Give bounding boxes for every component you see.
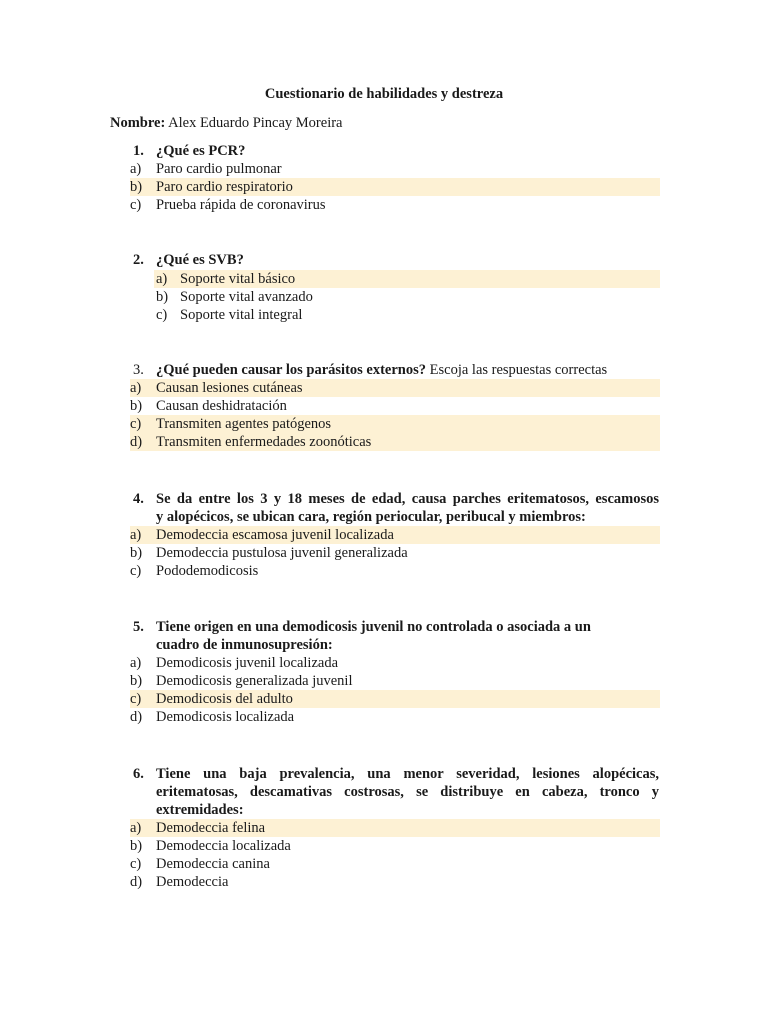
option-text: Soporte vital integral (180, 307, 303, 323)
option-c-highlighted (130, 690, 660, 708)
question-number: 3. (133, 362, 144, 378)
option-a-highlighted (130, 819, 660, 837)
option-letter: c) (130, 691, 142, 707)
option-c-highlighted (130, 415, 660, 433)
option-a (130, 654, 660, 672)
option-text: Causan deshidratación (156, 398, 287, 414)
option-text: Transmiten enfermedades zoonóticas (156, 434, 372, 450)
option-c (154, 306, 660, 324)
option-a-highlighted (130, 379, 660, 397)
question-text: ¿Qué es SVB? (156, 252, 244, 268)
option-letter: c) (130, 856, 142, 872)
option-text: Paro cardio respiratorio (156, 179, 293, 195)
question-text: ¿Qué es PCR? (156, 143, 246, 159)
question-text-line-2: y alopécicos, se ubican cara, región periocular, peribucal y miembros: (156, 509, 586, 525)
option-text: Demodeccia canina (156, 856, 270, 872)
question-text-line-2: cuadro de inmunosupresión: (156, 637, 333, 653)
option-a (130, 160, 660, 178)
option-text: Soporte vital avanzado (180, 289, 313, 305)
option-d (130, 873, 660, 891)
option-letter: c) (130, 197, 142, 213)
option-letter: a) (156, 271, 168, 287)
option-b-highlighted (130, 178, 660, 196)
option-text: Demodicosis localizada (156, 709, 295, 725)
option-letter: b) (130, 179, 143, 195)
option-a-highlighted (130, 526, 660, 544)
option-text: Demodicosis juvenil localizada (156, 655, 339, 671)
question-text-line-2: eritematosas, descamativas costrosas, se distribuye en cabeza, tronco y (156, 784, 659, 800)
option-text: Pododemodicosis (156, 563, 259, 579)
question-text: ¿Qué pueden causar los parásitos externos? (156, 362, 427, 378)
option-text: Demodeccia felina (156, 820, 266, 836)
option-b (130, 837, 660, 855)
question-instruction: Escoja las respuestas correctas (429, 362, 608, 378)
option-text: Demodeccia (156, 874, 229, 890)
option-text: Soporte vital básico (180, 271, 296, 287)
option-letter: d) (130, 434, 143, 450)
option-b (130, 672, 660, 690)
option-text: Demodeccia localizada (156, 838, 291, 854)
question-number: 4. (133, 491, 144, 507)
option-letter: b) (130, 673, 143, 689)
option-letter: a) (130, 655, 142, 671)
option-letter: b) (130, 838, 143, 854)
question-text-line-3: extremidades: (156, 802, 244, 818)
question-number: 6. (133, 766, 144, 782)
option-letter: d) (130, 874, 143, 890)
option-letter: a) (130, 380, 142, 396)
option-text: Paro cardio pulmonar (156, 161, 282, 177)
question-text-line-1: Se da entre los 3 y 18 meses de edad, causa parches eritematosos, escamosos (156, 491, 659, 507)
option-text: Demodicosis generalizada juvenil (156, 673, 353, 689)
document-title: Cuestionario de habilidades y destreza (264, 86, 504, 102)
option-c (130, 196, 660, 214)
question-number: 5. (133, 619, 144, 635)
option-letter: b) (130, 398, 143, 414)
option-letter: b) (156, 289, 169, 305)
name-value: Alex Eduardo Pincay Moreira (168, 115, 343, 131)
option-letter: c) (130, 416, 142, 432)
option-c (130, 562, 660, 580)
question-number: 2. (133, 252, 144, 268)
option-d (130, 708, 660, 726)
option-text: Transmiten agentes patógenos (156, 416, 332, 432)
option-letter: a) (130, 161, 142, 177)
option-letter: c) (156, 307, 168, 323)
option-letter: d) (130, 709, 143, 725)
option-text: Demodeccia escamosa juvenil localizada (156, 527, 394, 543)
option-letter: a) (130, 820, 142, 836)
option-text: Demodeccia pustulosa juvenil generalizada (156, 545, 408, 561)
option-letter: c) (130, 563, 142, 579)
option-b (130, 544, 660, 562)
option-b (130, 397, 660, 415)
option-c (130, 855, 660, 873)
student-name (110, 115, 343, 132)
option-a-highlighted (154, 270, 660, 288)
option-d-highlighted (130, 433, 660, 451)
question-text-line-1: Tiene origen en una demodicosis juvenil no controlada o asociada a un (156, 619, 591, 635)
name-label: Nombre: (110, 115, 166, 131)
question-number: 1. (133, 143, 144, 159)
option-letter: a) (130, 527, 142, 543)
option-b (154, 288, 660, 306)
option-text: Demodicosis del adulto (156, 691, 293, 707)
option-text: Prueba rápida de coronavirus (156, 197, 326, 213)
question-text-line-1: Tiene una baja prevalencia, una menor severidad, lesiones alopécicas, (156, 766, 659, 782)
option-text: Causan lesiones cutáneas (156, 380, 303, 396)
option-letter: b) (130, 545, 143, 561)
